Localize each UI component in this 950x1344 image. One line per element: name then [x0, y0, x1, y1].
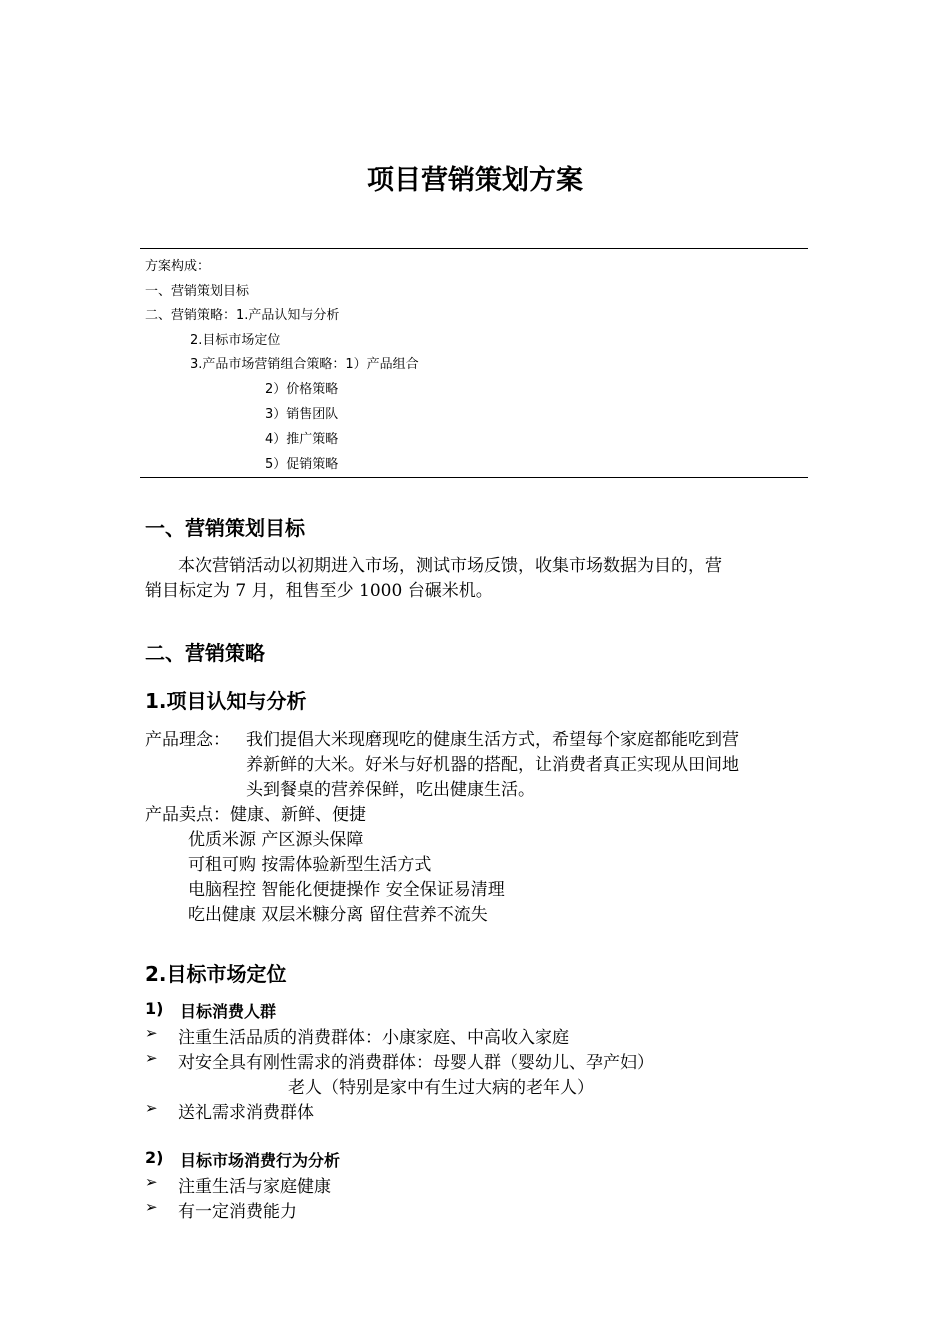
group1-heading: 目标消费人群 [180, 1002, 277, 1021]
toc-item: 3.产品市场营销组合策略：1）产品组合 [190, 357, 419, 372]
selling-label: 产品卖点：健康、新鲜、便捷 [145, 805, 366, 825]
toc-item: 二、营销策略：1.产品认知与分析 [145, 308, 340, 323]
toc-item: 5）促销策略 [265, 457, 339, 472]
group2-number: 2) [145, 1148, 164, 1167]
section1-heading: 一、营销策划目标 [145, 516, 305, 540]
toc-bottom-rule [140, 477, 808, 478]
concept-line: 我们提倡大米现磨现吃的健康生活方式，希望每个家庭都能吃到营 [246, 730, 739, 750]
toc-item: 2）价格策略 [265, 382, 339, 397]
bullet-text: 注重生活品质的消费群体：小康家庭、中高收入家庭 [178, 1028, 569, 1048]
bullet-arrow-icon: ➢ [145, 1049, 158, 1067]
bullet-continuation: 老人（特别是家中有生过大病的老年人） [288, 1078, 594, 1098]
toc-item: 3）销售团队 [265, 407, 339, 422]
toc-top-rule [140, 248, 808, 249]
section1-paragraph-line: 本次营销活动以初期进入市场，测试市场反馈，收集市场数据为目的，营 [178, 556, 722, 576]
selling-point: 电脑程控 智能化便捷操作 安全保证易清理 [188, 880, 505, 900]
toc-item: 2.目标市场定位 [190, 333, 281, 348]
toc-item: 一、营销策划目标 [145, 284, 250, 299]
concept-line: 养新鲜的大米。好米与好机器的搭配，让消费者真正实现从田间地 [246, 755, 739, 775]
selling-point: 优质米源 产区源头保障 [188, 830, 364, 850]
group1-number: 1) [145, 999, 164, 1018]
group2-heading: 目标市场消费行为分析 [180, 1151, 341, 1170]
toc-item: 4）推广策略 [265, 432, 339, 447]
bullet-text: 送礼需求消费群体 [178, 1103, 314, 1123]
bullet-arrow-icon: ➢ [145, 1198, 158, 1216]
page-title: 项目营销策划方案 [367, 165, 583, 196]
sub2-heading: 2.目标市场定位 [145, 962, 287, 986]
concept-line: 头到餐桌的营养保鲜，吃出健康生活。 [246, 780, 535, 800]
bullet-text: 有一定消费能力 [178, 1202, 297, 1222]
bullet-arrow-icon: ➢ [145, 1024, 158, 1042]
concept-label: 产品理念： [145, 730, 230, 750]
bullet-text: 对安全具有刚性需求的消费群体：母婴人群（婴幼儿、孕产妇） [178, 1053, 654, 1073]
toc-heading: 方案构成： [145, 259, 211, 274]
sub1-heading: 1.项目认知与分析 [145, 689, 307, 713]
bullet-arrow-icon: ➢ [145, 1099, 158, 1117]
selling-point: 可租可购 按需体验新型生活方式 [188, 855, 432, 875]
bullet-arrow-icon: ➢ [145, 1173, 158, 1191]
section2-heading: 二、营销策略 [145, 641, 265, 665]
section1-paragraph-line: 销目标定为 7 月，租售至少 1000 台碾米机。 [145, 581, 493, 601]
bullet-text: 注重生活与家庭健康 [178, 1177, 331, 1197]
selling-point: 吃出健康 双层米糠分离 留住营养不流失 [188, 905, 488, 925]
